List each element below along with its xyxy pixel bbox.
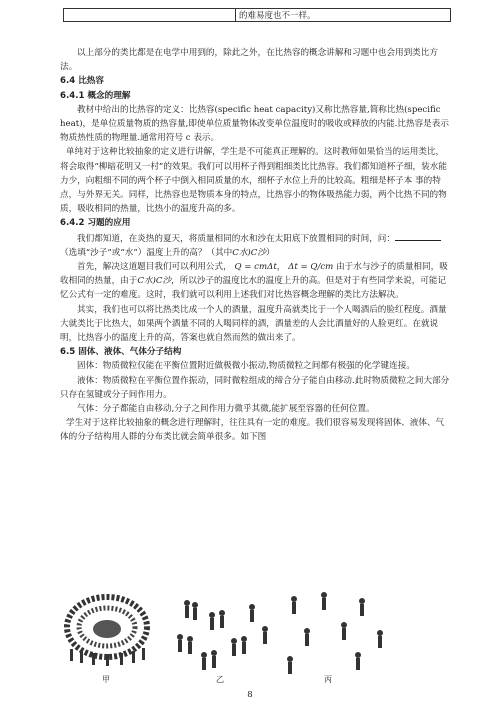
formula-c-water-c-sand: C水)C沙 [232, 247, 266, 258]
figure-label-solid: 甲 [102, 675, 110, 684]
figure-gas-crowd [287, 592, 383, 674]
solution-text-3: ，所以沙子的温度比水的温度上升的高。但是对于有些同学来说，可能记忆公式有一定的难度。这时，我们就可以利用上述我们对比热容概念理解的类比方法解决。 [60, 276, 447, 301]
paragraph-question [60, 231, 452, 260]
solution-text: 首先，解决这道题目我们可以利用公式， [77, 262, 232, 273]
section-heading-6-4: 6.4 比热容 [60, 76, 104, 87]
body-text [60, 46, 452, 445]
question-text-3: ） [265, 247, 275, 258]
paragraph: 单纯对于这种比较抽象的定义进行讲解，学生是不可能真正理解的。这时教师如果恰当的运用类比，将会取得“柳暗花明又一村”的效果。我们可以用杯子得到粗细类比比热容。我们都知道杯子细，装水能力少，向粗细不同的两个杯子中倒入相同质量的水，细杯子水位上升的比较高。粗细是杯子本 事的特点，与外界无关。同样，比热容也是物质本身的特点，比热容小的物体吸热能力弱，两个比热不同的物质，吸收相同的热量，比热小的温度升高的多。 [60, 147, 447, 215]
section-heading-6-5: 6.5 固体、液体、气体分子结构 [60, 347, 182, 358]
continuation-table [63, 8, 451, 22]
paragraph: 以上部分的类比都是在电学中用到的，除此之外，在比热容的概念讲解和习题中也会用到类比方法。 [60, 48, 438, 73]
figure-solid-crowd [67, 597, 147, 666]
answer-blank [395, 231, 441, 241]
paragraph-gas: 气体：分子都能自由移动,分子之间作用力微乎其微,能扩展至容器的任何位置。 [77, 404, 375, 415]
paragraph-solution: 首先，解决这道题目我们可以利用公式， Q = cmΔt， Δt = Q/cm 由于水与沙子的质量相同，吸收相同的热量，由于C水)C沙，所以沙子的温度比水的温度上升的高。但是对于有些同学来说，可能记忆公式有一定的难度。这时，我们就可以利用上述我们对比热容概念理解的类比方法解决。 [60, 262, 448, 301]
formula-c-compare: C水)C沙 [137, 276, 172, 287]
table-cell-left [64, 9, 236, 22]
subsection-heading-6-4-2: 6.4.2 习题的应用 [60, 218, 131, 229]
table-cell-right: 的难易度也不一样。 [236, 9, 451, 22]
paragraph: 教材中给出的比热容的定义：比热容(specific heat capacity)又称比热容量,简称比热(specific heat)，是单位质量物质的热容量,即使单位质量物体改变单位温度时的吸收或释放的内能.比热容是表示物质热性质的物理量.通常用符号 c 表示。 [60, 104, 449, 144]
page-number: 8 [247, 690, 253, 700]
figure-liquid-crowd [177, 600, 268, 670]
paragraph: 学生对于这样比较抽象的概念进行理解时，往往具有一定的难度。我们很容易发现将固体、液体、气体的分子结构用人群的分布类比就会简单很多。如下图 [60, 418, 445, 443]
question-text: 我们都知道，在炎热的夏天，将质量相同的水和沙在太阳底下放置相同的时间，问： [77, 233, 395, 244]
figure-label-liquid: 乙 [216, 675, 224, 684]
paragraph-liquid: 液体：物质微粒在平衡位置作振动，同时微粒组成的缔合分子能自由移动.此时物质微粒之间大部分只存在氢键或分子间作用力。 [60, 375, 450, 400]
subsection-heading-6-4-1: 6.4.1 概念的理解 [60, 90, 131, 101]
formula-heat: Q = cmΔt [234, 262, 277, 273]
paragraph-solid: 固体：物质微粒仅能在平衡位置附近做极微小振动,物质微粒之间都有极强的化学键连接。 [77, 361, 415, 372]
solution-text-2: 由于水与沙子的质量相同，吸收相同的热量，由于 [60, 262, 448, 287]
table-row [64, 9, 451, 22]
question-text-2: （选填“沙子”或“水”）温度上升的高？（其中 [60, 247, 233, 258]
paragraph: 其实，我们也可以将比热类比成一个人的酒量，温度升高就类比于一个人喝酒后的脸红程度。酒量大就类比于比热大，如果两个酒量不同的人喝同样的酒，酒量差的人会比酒量好的人脸更红。在就说明，比热容小的温度上升的高，答案也就自然而然的做出来了。 [60, 304, 447, 344]
figure-label-gas: 丙 [324, 675, 332, 684]
formula-delta-t: Δt = Q/cm [288, 262, 334, 273]
crowd-analogy-figure [62, 589, 392, 685]
